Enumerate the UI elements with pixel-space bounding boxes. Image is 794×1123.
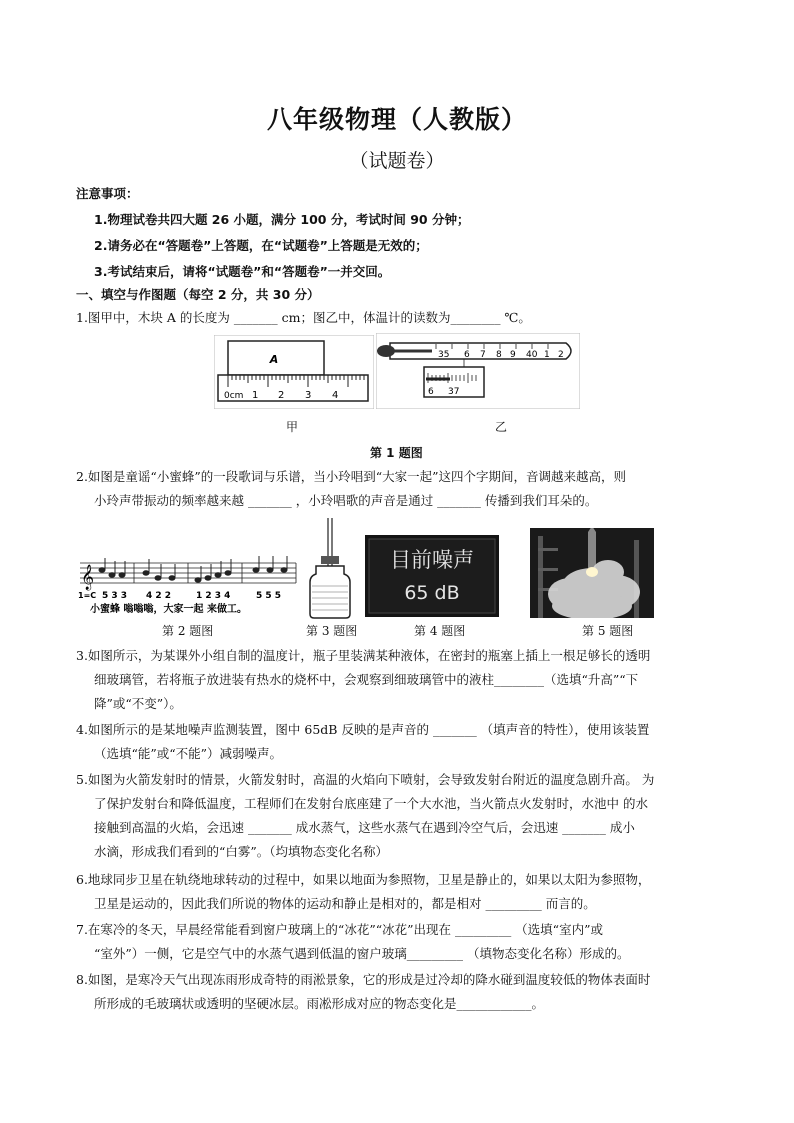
question-3 bbox=[76, 644, 724, 716]
figure-1-label-yi: 乙 bbox=[495, 420, 508, 434]
figure-1-ruler bbox=[214, 335, 374, 409]
page-subtitle: （试题卷） bbox=[349, 150, 445, 172]
question-4 bbox=[76, 718, 724, 766]
figure-1-caption: 第 1 题图 bbox=[370, 446, 423, 460]
figure-1-thermometer bbox=[376, 333, 580, 409]
question-5-line-4: 水滴，形成我们看到的“白雾”。（均填物态变化名称） bbox=[94, 844, 389, 859]
thermo-scale-39: 9 bbox=[510, 350, 516, 360]
figure-4-caption: 第 4 题图 bbox=[414, 624, 466, 638]
question-2-line-2: 小玲声带振动的频率越来越 _______ ，小玲唱歌的声音是通过 _______ 传播到我们耳朵的。 bbox=[94, 493, 598, 508]
question-7-line-1: 7.在寒冷的冬天，早晨经常能看到窗户玻璃上的“冰花”“冰花”出现在 _________ （选填“室内”或 bbox=[76, 922, 603, 937]
question-8 bbox=[76, 968, 724, 1016]
question-2 bbox=[76, 465, 724, 513]
figure-2-caption: 第 2 题图 bbox=[162, 624, 214, 638]
question-8-line-1: 8.如图，是寒冷天气出现冻雨形成奇特的雨淞景象，它的形成是过冷却的降水碰到温度较低的物体表面时 bbox=[76, 972, 651, 987]
score-numbers-2: 4 2 2 bbox=[146, 591, 172, 601]
notice-heading: 注意事项： bbox=[76, 186, 139, 201]
question-6-line-2: 卫星是运动的，因此我们所说的物体的运动和静止是相对的，都是相对 _________ 而言的。 bbox=[94, 896, 596, 911]
figure-5-caption: 第 5 题图 bbox=[582, 624, 634, 638]
thermo-scale-40: 40 bbox=[526, 350, 538, 360]
question-6-line-1: 6.地球同步卫星在轨绕地球转动的过程中，如果以地面为参照物，卫星是静止的，如果以太阳为参照物， bbox=[76, 872, 651, 887]
question-8-line-2: 所形成的毛玻璃状或透明的坚硬冰层。雨凇形成对应的物态变化是____________。 bbox=[94, 996, 545, 1011]
question-5-line-2: 了保护发射台和降低温度，工程师们在发射台底座建了一个大水池，当火箭点火发射时，水池中 的水 bbox=[94, 796, 648, 811]
figure-2-music-score bbox=[76, 553, 302, 617]
thermo-scale-42: 2 bbox=[558, 350, 564, 360]
question-6 bbox=[76, 868, 724, 916]
question-5-line-3: 接触到高温的火焰，会迅速 _______ 成水蒸气，这些水蒸气在遇到冷空气后，会迅速 _______ 成小 bbox=[94, 820, 635, 835]
figure-3-caption: 第 3 题图 bbox=[306, 624, 358, 638]
ruler-tick-4: 4 bbox=[332, 390, 339, 401]
question-7 bbox=[76, 918, 724, 966]
figure-3-bottle-thermometer bbox=[306, 516, 354, 620]
section-heading: 一、填空与作图题（每空 2 分，共 30 分） bbox=[76, 287, 320, 302]
question-3-line-2: 细玻璃管，若将瓶子放进装有热水的烧杯中，会观察到细玻璃管中的液柱________（选填“升高”“下 bbox=[94, 672, 639, 687]
thermo-scale-35: 35 bbox=[438, 350, 450, 360]
rocket-icon bbox=[588, 532, 596, 568]
score-lyrics: 小蜜蜂 嗡嗡嗡，大家一起 来做工。 bbox=[90, 604, 247, 615]
ruler-tick-2: 2 bbox=[278, 390, 285, 401]
thermo-scale-36: 6 bbox=[464, 350, 470, 360]
bottle-stopper bbox=[321, 556, 339, 564]
question-5-line-1: 5.如图为火箭发射时的情景，火箭发射时，高温的火焰向下喷射，会导致发射台附近的温度急剧升高。 为 bbox=[76, 772, 655, 787]
question-2-line-1: 2.如图是童谣“小蜜蜂”的一段歌词与乐谱，当小玲唱到“大家一起”这四个字期间，音调越来越高，则 bbox=[76, 469, 626, 484]
figure-5-rocket-launch bbox=[530, 528, 654, 618]
figure-4-noise-monitor bbox=[365, 535, 499, 617]
thermo-zoom-6: 6 bbox=[428, 387, 434, 397]
question-1 bbox=[76, 306, 724, 330]
notice-item-3: 3.考试结束后，请将“试题卷”和“答题卷”一并交回。 bbox=[94, 264, 391, 279]
question-7-line-2: “室外”）一侧，它是空气中的水蒸气遇到低温的窗户玻璃_________ （填物态变化名称）形成的。 bbox=[94, 946, 630, 961]
question-4-line-1: 4.如图所示的是某地噪声监测装置，图中 65dB 反映的是声音的 _______ （填声音的特性），使用该装置 bbox=[76, 722, 650, 737]
thermometer-bulb bbox=[377, 345, 395, 357]
question-5 bbox=[76, 768, 724, 864]
notice-item-2: 2.请务必在“答题卷”上答题，在“试题卷”上答题是无效的； bbox=[94, 238, 428, 253]
score-numbers-1: 5 3 3 bbox=[102, 591, 128, 601]
score-numbers-4: 5 5 5 bbox=[256, 591, 282, 601]
notice-item-1: 1.物理试卷共四大题 26 小题，满分 100 分，考试时间 90 分钟； bbox=[94, 212, 470, 227]
thermo-scale-41: 1 bbox=[544, 350, 550, 360]
noise-monitor-title: 目前噪声 bbox=[390, 548, 474, 572]
score-key: 1=C bbox=[78, 591, 97, 600]
treble-clef-icon: 𝄞 bbox=[81, 565, 95, 590]
thermo-zoom-37: 37 bbox=[448, 387, 460, 397]
thermo-scale-37: 7 bbox=[480, 350, 486, 360]
question-1-text: 1.图甲中，木块 A 的长度为 _______ cm；图乙中，体温计的读数为________ ℃。 bbox=[76, 310, 531, 325]
ruler-tick-3: 3 bbox=[305, 390, 312, 401]
ruler-tick-0: 0cm bbox=[224, 391, 244, 401]
question-4-line-2: （选填“能”或“不能”）减弱噪声。 bbox=[94, 746, 283, 761]
question-3-line-1: 3.如图所示，为某课外小组自制的温度计，瓶子里装满某种液体，在密封的瓶塞上插上一根足够长的透明 bbox=[76, 648, 651, 663]
noise-monitor-value: 65 dB bbox=[404, 582, 460, 604]
block-a-label: A bbox=[269, 353, 279, 366]
thermo-scale-38: 8 bbox=[496, 350, 502, 360]
score-numbers-3: 1 2 3 4 bbox=[196, 591, 231, 601]
page-title: 八年级物理（人教版） bbox=[266, 105, 527, 134]
question-3-line-3: 降”或“不变”）。 bbox=[94, 696, 182, 711]
figure-1-label-jia: 甲 bbox=[286, 420, 299, 434]
ruler-tick-1: 1 bbox=[252, 390, 259, 401]
